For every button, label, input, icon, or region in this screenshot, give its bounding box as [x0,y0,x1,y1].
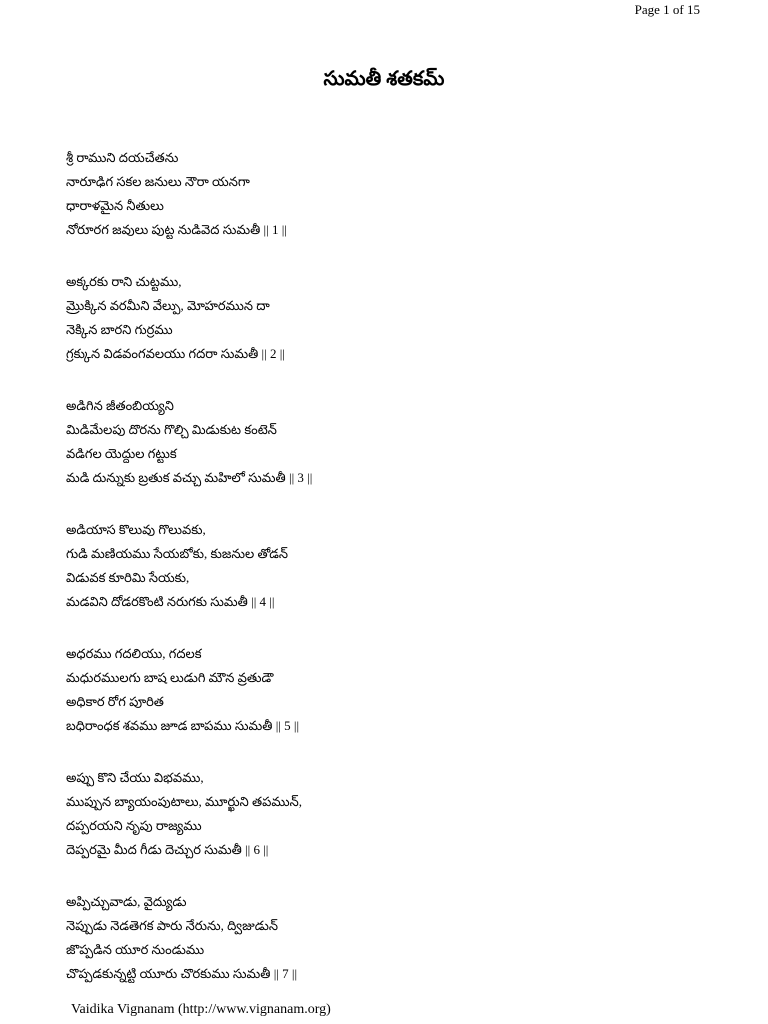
page-number: Page 1 of 15 [634,2,700,17]
verse-3 [66,394,706,490]
verse-line: మడవిని దోడరకొంటి నరుగకు సుమతీ || 4 || [66,594,275,609]
verse-line: మ్రొక్కిన వరమీని వేల్పు, మోహరమున దా [66,298,270,313]
verse-line: బధిరాంధక శవము జూడ బాపము సుమతీ || 5 || [66,718,300,733]
verse-line: నెక్కిన బారని గుర్రము [66,322,173,337]
footer-source: Vaidika Vignanam (http://www.vignanam.org) [71,1002,331,1017]
verse-line: మధురములగు బాష లుడుగి మౌన వ్రతుడౌ [66,670,274,685]
verse-line: అధికార రోగ పూరిత [66,694,164,709]
verse-line: నోరూరగ జవులు పుట్ట నుడివెద సుమతీ || 1 || [66,222,287,237]
verse-line: చొప్పడకున్నట్టి యూరు చొరకుము సుమతీ || 7 || [66,966,298,981]
verse-line: దెప్పరమై మీద గీడు దెచ్చుర సుమతీ || 6 || [66,842,269,857]
verse-7 [66,890,706,986]
verse-line: విడువక కూరిమి సేయకు, [66,570,190,585]
verse-line: శ్రీ రాముని దయచేతను [66,150,179,165]
verse-line: అడిగిన జీతంబియ్యని [66,398,174,413]
verse-line: అప్పు కొని చేయు విభవము, [66,770,204,785]
verse-line: దప్పరయని నృపు రాజ్యము [66,818,202,833]
verse-line: అక్కరకు రాని చుట్టము, [66,274,182,289]
verse-1 [66,146,706,242]
document-title: సుమతీ శతకమ్ [323,68,445,90]
verse-4 [66,518,706,614]
verse-line: గుడి మణియము సేయబోకు, కుజనుల తోడన్ [66,546,289,561]
verse-line: జొప్పడిన యూర నుండుము [66,942,205,957]
verse-line: అప్పిచ్చువాడు, వైద్యుడు [66,894,187,909]
verse-line: అధరము గదలియు, గదలక [66,646,202,661]
verse-line: అడియాస కొలువు గొలువకు, [66,522,206,537]
poem-list [66,146,706,1014]
verse-line: నారూఢిగ సకల జనులు నౌరా యనగా [66,174,250,189]
verse-line: మిడిమేలపు దొరను గొల్చి మిడుకుట కంటెన్ [66,422,277,437]
verse-line: ముప్పున బ్యాయంపుటాలు, మూర్ఖుని తపమున్, [66,794,303,809]
verse-2 [66,270,706,366]
verse-line: వడిగల యెద్దుల గట్టుక [66,446,177,461]
verse-line: గ్రక్కున విడవంగవలయు గదరా సుమతీ || 2 || [66,346,285,361]
verse-5 [66,642,706,738]
verse-6 [66,766,706,862]
verse-line: ధారాళమైన నీతులు [66,198,164,213]
verse-line: నెప్పుడు నెడతెగక పారు నేరును, ద్విజుడున్ [66,918,278,933]
verse-line: మడి దున్నుకు బ్రతుక వచ్చు మహిలో సుమతీ || 3 || [66,470,313,485]
